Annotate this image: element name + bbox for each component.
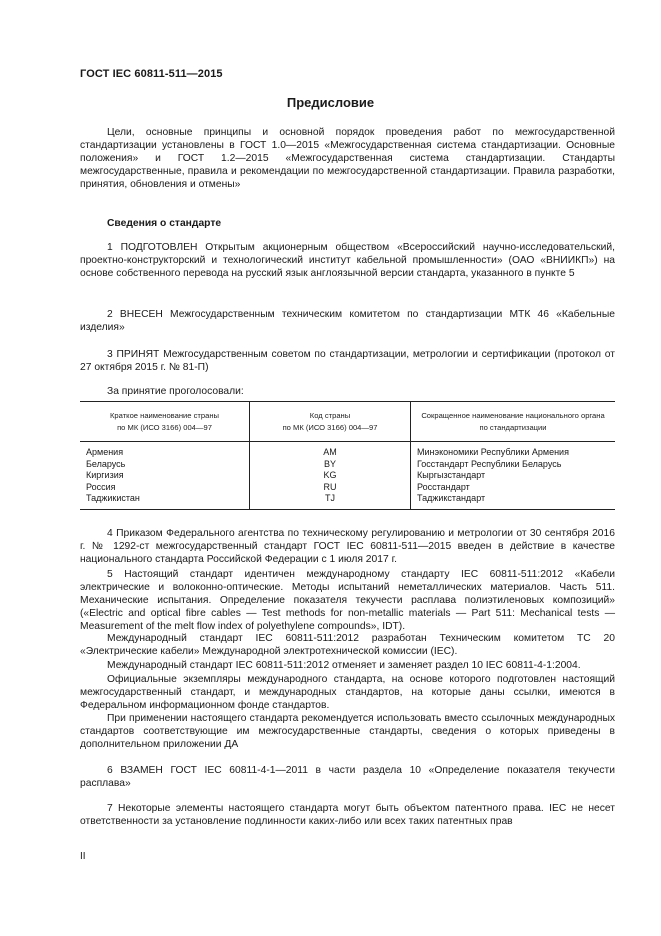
item-5-identical: 5 Настоящий стандарт идентичен международному стандарту IEC 60811-511:2012 «Кабели электрические и волоконно-оптические. Методы испытаний неметаллических материалов. Часть 511. Механические испытания. Определение показателя текучести расплава полиэтиленовых композиций» («Electric and optical fibre cables — Test methods for non-metallic materials — Part 511: Mechanical tests — Measurement of the melt flow index of polyethylene compounds», IDT). (80, 569, 615, 632)
voted-label: За принятие проголосовали: (107, 386, 244, 397)
item-4-order: 4 Приказом Федерального агентства по техническому регулированию и метрологии от 30 сентября 2016 г. № 1292-ст межгосударственный стандарт ГОСТ IEC 60811-511—2015 введен в действие в качестве национального стандарта Российской Федерации с 1 июля 2017 г. (80, 528, 615, 565)
national-body-name: Минэкономики Республики Армения (417, 447, 569, 457)
national-body-name: Росстандарт (417, 481, 470, 492)
item-2-submitted: 2 ВНЕСЕН Межгосударственным техническим комитетом по стандартизации МТК 46 «Кабельные изделия» (80, 309, 615, 333)
document-code-header: ГОСТ IEC 60811-511—2015 (80, 68, 223, 80)
item-6-replaces: 6 ВЗАМЕН ГОСТ IEC 60811-4-1—2011 в части раздела 10 «Определение показателя текучести расплава» (80, 765, 615, 789)
page-number: II (80, 851, 86, 862)
code-list (250, 442, 411, 510)
intro-paragraph: Цели, основные принципы и основной порядок проведения работ по межгосударственной стандартизации установлены в ГОСТ 1.0—2015 «Межгосударственная система стандартизации. Основные положения» и ГОСТ 1.2—2015 «Межгосударственная система стандартизации. Стандарты межгосударственные, правила и рекомендации по межгосударственной стандартизации. Правила разработки, принятия, обновления и отмены» (80, 127, 615, 190)
national-body-name: Таджикстандарт (417, 493, 486, 503)
national-body-name: Кыргызстандарт (417, 470, 486, 480)
item-7-patent: 7 Некоторые элементы настоящего стандарта могут быть объектом патентного права. IEC не несет ответственности за установление подлинности каких-либо или всех таких патентных прав (80, 803, 615, 827)
page-title: Предисловие (286, 95, 375, 110)
voting-table (80, 401, 615, 510)
country-code: AM (323, 447, 337, 457)
item-5-application: При применении настоящего стандарта рекомендуется использовать вместо ссылочных международных стандартов соответствующие им межгосударственные стандарты, сведения о которых приведены в дополнительном приложении ДА (80, 713, 615, 750)
item-3-adopted: 3 ПРИНЯТ Межгосударственным советом по стандартизации, метрологии и сертификации (протокол от 27 октября 2015 г. № 81-П) (80, 349, 615, 373)
header-country-code: Код страны по МК (ИСО 3166) 004—97 (250, 402, 411, 442)
national-body-list (411, 442, 616, 510)
country-name: Россия (86, 481, 116, 492)
country-name: Беларусь (86, 458, 126, 469)
country-name: Киргизия (86, 470, 124, 480)
country-code: KG (323, 470, 337, 480)
item-1-prepared: 1 ПОДГОТОВЛЕН Открытым акционерным обществом «Всероссийский научно-исследовательский, проектно-конструкторский и технологический институт кабельной промышленности» (ОАО «ВНИИКП») на основе собственного перевода на русский язык англоязычной версии стандарта, указанного в пункте 5 (80, 242, 615, 279)
table-row (80, 442, 615, 510)
country-name: Армения (86, 447, 124, 457)
country-code: RU (323, 481, 337, 492)
country-code: TJ (325, 493, 335, 503)
header-national-body: Сокращенное наименование национального органа по стандартизации (411, 402, 616, 442)
standard-info-heading: Сведения о стандарте (107, 218, 222, 229)
national-body-name: Госстандарт Республики Беларусь (417, 458, 562, 469)
item-5-developed-by: Международный стандарт IEC 60811-511:2012 разработан Техническим комитетом ТС 20 «Электрические кабели» Международной электротехнической комиссии (IEC). (80, 633, 615, 657)
country-name: Таджикистан (86, 493, 140, 503)
voting-table-header (80, 402, 615, 442)
item-5-replaces: Международный стандарт IEC 60811-511:2012 отменяет и заменяет раздел 10 IEC 60811-4-1:2004. (107, 660, 581, 671)
country-code: BY (323, 458, 336, 469)
header-country-name: Краткое наименование страны по МК (ИСО 3166) 004—97 (80, 402, 250, 442)
country-list (80, 442, 250, 510)
item-5-official-copies: Официальные экземпляры международного стандарта, на основе которого подготовлен настоящий межгосударственный стандарт, и международных стандартов, на которые даны ссылки, имеются в Федеральном информационном фонде стандартов. (80, 674, 615, 711)
